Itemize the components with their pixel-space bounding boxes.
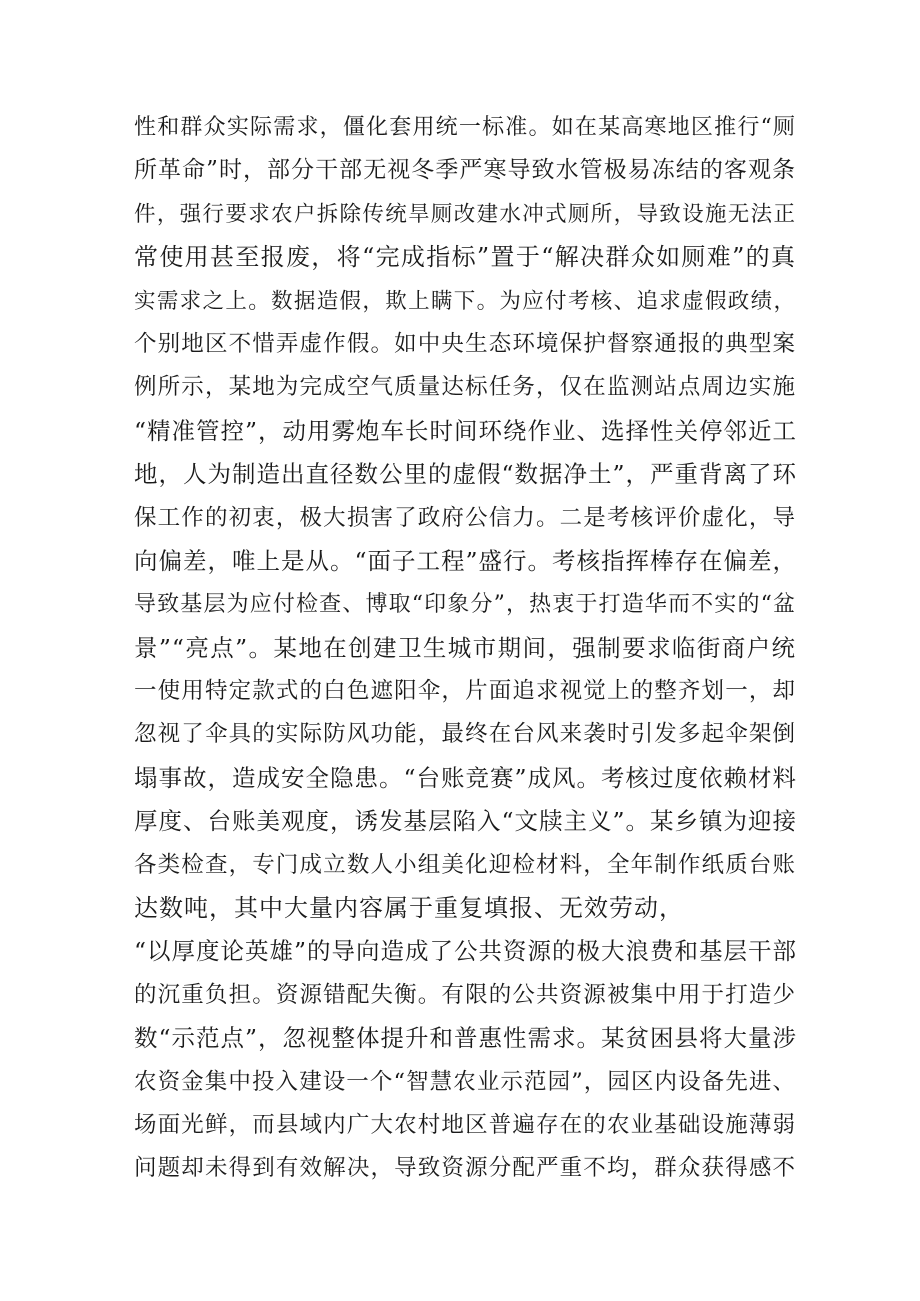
- text-line: “精准管控”，动用雾炮车长时间环绕作业、选择性关停邻近工: [134, 416, 798, 445]
- text-line: 的沉重负担。资源错配失衡。有限的公共资源被集中用于打造少: [134, 981, 796, 1008]
- text-line: 场面光鲜，而县域内广大农村地区普遍存在的农业基础设施薄弱: [134, 1111, 796, 1138]
- text-line: 例所示，某地为完成空气质量达标任务，仅在监测站点周边实施: [134, 374, 796, 401]
- text-line: 数“示范点”，忽视整体提升和普惠性需求。某贫困县将大量涉: [134, 1024, 798, 1053]
- text-line: 向偏差，唯上是从。“面子工程”盛行。考核指挥棒存在偏差，: [134, 546, 798, 575]
- text-line: 忽视了伞具的实际防风功能，最终在台风来袭时引发多起伞架倒: [134, 721, 796, 748]
- text-line: 导致基层为应付检查、博取“印象分”，热衷于打造华而不实的“盆: [134, 592, 796, 618]
- text-line: 达数吨，其中大量内容属于重复填报、无效劳动，: [134, 894, 684, 923]
- text-line: 各类检查，专门成立数人小组美化迎检材料，全年制作纸质台账: [134, 851, 796, 878]
- text-line: 问题却未得到有效解决，导致资源分配严重不均，群众获得感不: [134, 1155, 796, 1182]
- body-text: [134, 106, 796, 1191]
- text-line: 所革命”时，部分干部无视冬季严寒导致水管极易冻结的客观条: [134, 157, 796, 184]
- text-line: 地，人为制造出直径数公里的虚假“数据净土”，严重背离了环: [134, 460, 798, 489]
- text-line: 常使用甚至报废，将“完成指标”置于“解决群众如厕难”的真: [134, 243, 796, 272]
- text-line: 实需求之上。数据造假，欺上瞒下。为应付考核、追求虚假政绩，: [134, 288, 796, 314]
- text-line: 塌事故，造成安全隐患。“台账竞赛”成风。考核过度依赖材料: [134, 763, 798, 792]
- text-line: 件，强行要求农户拆除传统旱厕改建水冲式厕所，导致设施无法正: [134, 201, 796, 227]
- text-line: 保工作的初衷，极大损害了政府公信力。二是考核评价虚化，导: [134, 504, 796, 531]
- text-line: “以厚度论英雄”的导向造成了公共资源的极大浪费和基层干部: [134, 937, 798, 966]
- text-line: 厚度、台账美观度，诱发基层陷入“文牍主义”。某乡镇为迎接: [134, 807, 798, 836]
- text-line: 景”“亮点”。某地在创建卫生城市期间，强制要求临街商户统: [134, 633, 796, 662]
- text-line: 性和群众实际需求，僵化套用统一标准。如在某高寒地区推行“厕: [134, 115, 796, 140]
- text-line: 一使用特定款式的白色遮阳伞，片面追求视觉上的整齐划一，却: [134, 678, 796, 705]
- text-line: 个别地区不惜弄虚作假。如中央生态环境保护督察通报的典型案: [134, 330, 796, 357]
- text-line: 农资金集中投入建设一个“智慧农业示范园”，园区内设备先进、: [134, 1068, 796, 1095]
